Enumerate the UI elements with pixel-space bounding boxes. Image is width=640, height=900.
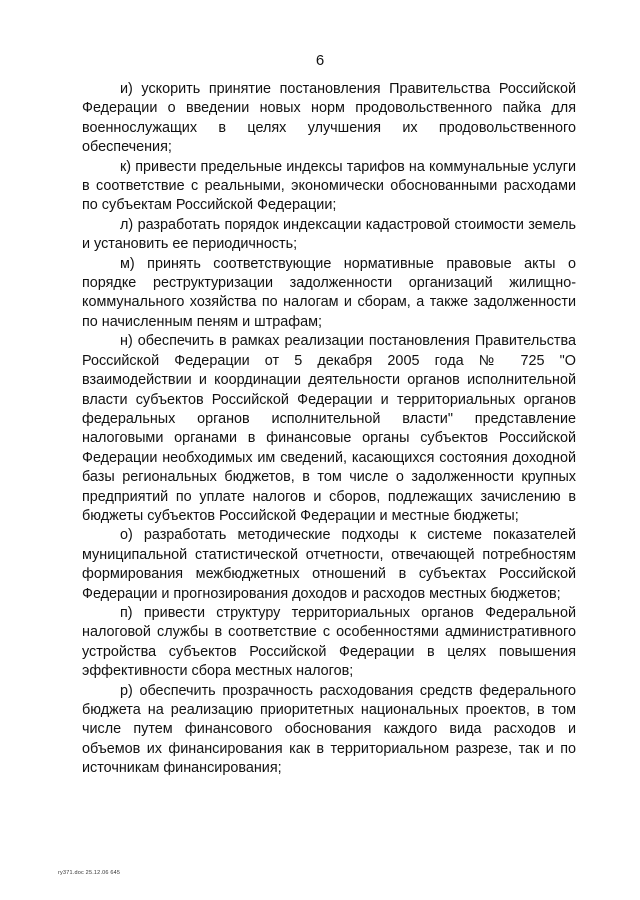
paragraph-m: м) принять соответствующие нормативные правовые акты о порядке реструктуризации задолженности организаций жилищно-коммунального хозяйства по налогам и сборам, а также задолженности по начисленным пеням и штрафам;: [82, 255, 576, 330]
footer-file-stamp: ry371.doc 25.12.06 645: [58, 870, 121, 876]
page-number: 6: [315, 52, 325, 69]
paragraph-i: и) ускорить принятие постановления Правительства Российской Федерации о введении новых норм продовольственного пайка для военнослужащих в целях улучшения их продовольственного обеспечения;: [82, 81, 576, 156]
paragraph-l: л) разработать порядок индексации кадастровой стоимости земель и установить ее периодичность;: [82, 216, 576, 253]
paragraph-o: о) разработать методические подходы к системе показателей муниципальной статистической отчетности, отвечающей потребностям формирования межбюджетных отношений в субъектах Российской Федерации и прогнозирования доходов и расходов местных бюджетов;: [82, 527, 576, 602]
paragraph-p: п) привести структуру территориальных органов Федеральной налоговой службы в соответствие с особенностями административного устройства субъектов Российской Федерации в целях повышения эффективности сбора местных налогов;: [82, 604, 576, 680]
paragraph-r: р) обеспечить прозрачность расходования средств федерального бюджета на реализацию приоритетных национальных проектов, в том числе путем финансового обоснования каждого вида расходов и объемов их финансирования как в территориальном разрезе, так и по источникам финансирования;: [82, 682, 576, 777]
document-body: [82, 80, 576, 779]
paragraph-k: к) привести предельные индексы тарифов на коммунальные услуги в соответствие с реальными, экономически обоснованными расходами по субъектам Российской Федерации;: [82, 158, 576, 214]
paragraph-n: н) обеспечить в рамках реализации постановления Правительства Российской Федерации от 5 декабря 2005 года № 725 "О взаимодействии и координации деятельности органов исполнительной власти субъектов Российской Федерации и территориальных органов федеральных органов исполнительной власти" представление налоговыми органами в финансовые органы субъектов Российской Федерации необходимых им сведений, касающихся состояния доходной базы региональных бюджетов, в том числе о задолженности крупных предприятий по уплате налогов и сборов, подлежащих зачислению в бюджеты субъектов Российской Федерации и местные бюджеты;: [82, 333, 576, 524]
